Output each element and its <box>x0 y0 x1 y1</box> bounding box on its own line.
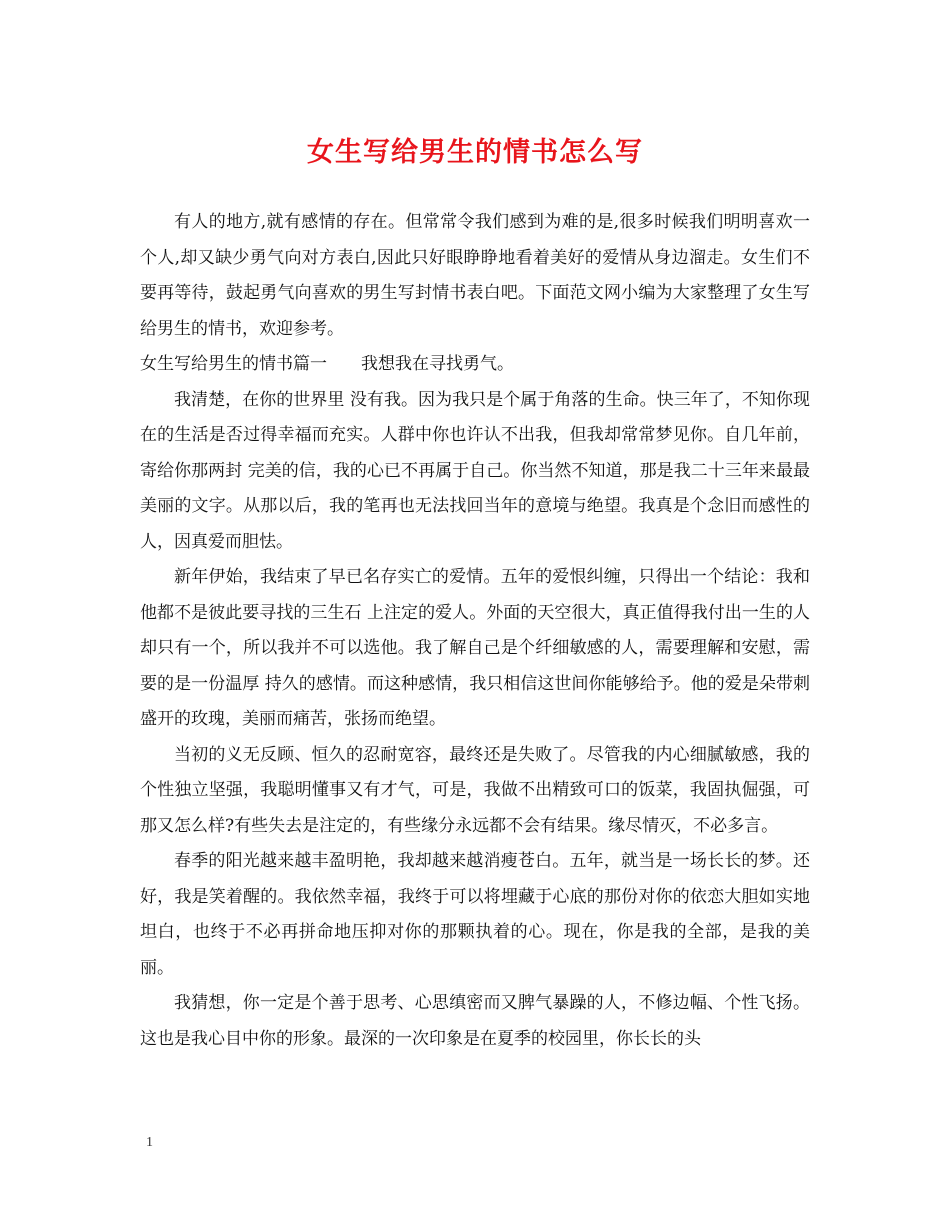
page-number: 1 <box>146 1135 153 1150</box>
paragraph-intro: 有人的地方,就有感情的存在。但常常令我们感到为难的是,很多时候我们明明喜欢一个人,却又缺少勇气向对方表白,因此只好眼睁睁地看着美好的爱情从身边溜走。女生们不要再等待，鼓起勇气向喜欢的男生写封情书表白吧。下面范文网小编为大家整理了女生写给男生的情书，欢迎参考。 <box>140 212 810 339</box>
section-heading: 女生写给男生的情书篇一 我想我在寻找勇气。 <box>140 354 514 374</box>
paragraph: 当初的义无反顾、恒久的忍耐宽容，最终还是失败了。尽管我的内心细腻敏感，我的个性独立坚强，我聪明懂事又有才气，可是，我做不出精致可口的饭菜，我固执倔强，可那又怎么样?有些失去是注定的，有些缘分永远都不会有结果。缘尽情灭，不必多言。 <box>140 744 810 836</box>
paragraph: 我猜想，你一定是个善于思考、心思缜密而又脾气暴躁的人，不修边幅、个性飞扬。这也是我心目中你的形象。最深的一次印象是在夏季的校园里，你长长的头 <box>140 993 810 1049</box>
paragraph: 新年伊始，我结束了早已名存实亡的爱情。五年的爱恨纠缠，只得出一个结论：我和他都不是彼此要寻找的三生石 上注定的爱人。外面的天空很大，真正值得我付出一生的人却只有一个，所以我并不可以选他。我了解自己是个纤细敏感的人，需要理解和安慰，需要的是一份温厚 持久的感情。而这种感情，我只相信这世间你能够给予。他的爱是朵带刺盛开的玫瑰，美丽而痛苦，张扬而绝望。 <box>140 567 810 729</box>
paragraph: 我清楚，在你的世界里 没有我。因为我只是个属于角落的生命。快三年了，不知你现在的生活是否过得幸福而充实。人群中你也许认不出我，但我却常常梦见你。自几年前，寄给你那两封 完美的信，我的心已不再属于自己。你当然不知道，那是我二十三年来最最美丽的文字。从那以后，我的笔再也无法找回当年的意境与绝望。我真是个念旧而感性的 人，因真爱而胆怯。 <box>140 389 810 552</box>
document-body <box>140 205 810 1057</box>
document-title: 女生写给男生的情书怎么写 <box>307 137 643 168</box>
paragraph: 春季的阳光越来越丰盈明艳，我却越来越消瘦苍白。五年，就当是一场长长的梦。还好，我是笑着醒的。我依然幸福，我终于可以将埋藏于心底的那份对你的依恋大胆如实地坦白，也终于不必再拼命地压抑对你的那颗执着的心。现在，你是我的全部，是我的美丽。 <box>140 851 810 978</box>
